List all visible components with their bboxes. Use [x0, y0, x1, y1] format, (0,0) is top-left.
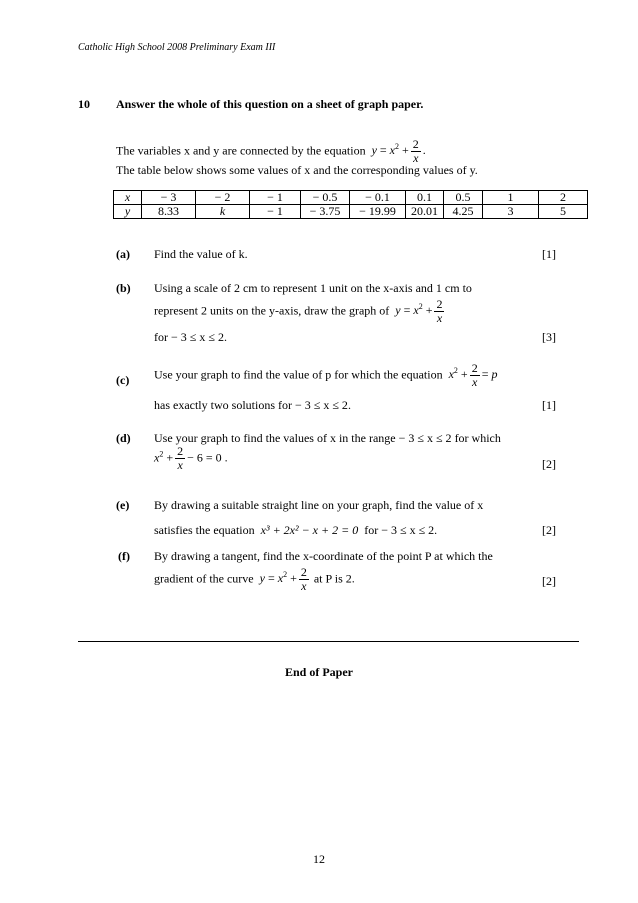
- equation-c: $x^2$ + $\frac{2}{x}$ = p: [448, 361, 498, 389]
- table-row-label: y: [114, 205, 142, 219]
- part-e-line-1: By drawing a suitable straight line on your graph, find the value of x: [154, 498, 484, 512]
- equation-e: x³ + 2x² − x + 2 = 0: [260, 523, 359, 537]
- table-row-x: [114, 191, 588, 205]
- equation-d: $x^2$ + $\frac{2}{x}$ − 6 = 0 .: [154, 444, 228, 472]
- part-a-marks: [1]: [542, 247, 556, 261]
- table-cell: 5: [539, 205, 588, 219]
- part-d-line-1: [154, 431, 501, 446]
- part-b-line-2-text: represent 2 units on the y-axis, draw the graph of: [154, 303, 390, 318]
- table-cell: 20.01: [406, 205, 444, 219]
- part-f-line-2: [154, 566, 355, 593]
- intro-line-2: The table below shows some values of x and the corresponding values of y.: [116, 163, 478, 177]
- part-b-label: (b): [116, 281, 131, 295]
- part-e-line-2-text: satisfies the equation: [154, 523, 255, 537]
- part-e-label: (e): [116, 498, 130, 512]
- part-f-line-2a: gradient of the curve: [154, 571, 254, 586]
- values-table: [113, 190, 588, 219]
- table-cell: − 1: [250, 191, 301, 205]
- table-cell: 1: [483, 191, 539, 205]
- part-f-line-2b: at P is 2.: [313, 571, 355, 586]
- end-of-paper: End of Paper: [284, 665, 353, 679]
- table-row-label: x: [114, 191, 142, 205]
- part-b-range: − 3 ≤ x ≤ 2: [171, 330, 224, 344]
- part-e-range: − 3 ≤ x ≤ 2: [381, 523, 435, 537]
- question-title: Answer the whole of this question on a sheet of graph paper.: [116, 97, 424, 111]
- table-cell: 0.1: [406, 191, 444, 205]
- part-d-line-1-text: Use your graph to find the values of x in the range: [154, 431, 396, 445]
- part-c-line-1: [154, 362, 497, 389]
- table-cell: 0.5: [444, 191, 483, 205]
- part-d-range: − 3 ≤ x ≤ 2: [398, 431, 452, 445]
- part-b-line-3: for − 3 ≤ x ≤ 2.: [154, 330, 227, 344]
- table-cell: − 2: [196, 191, 250, 205]
- table-cell: 4.25: [444, 205, 483, 219]
- part-f-line-1: By drawing a tangent, find the x-coordinate of the point P at which the: [154, 549, 493, 563]
- intro-line-1: [116, 138, 426, 165]
- part-c-label: (c): [116, 373, 130, 387]
- table-cell: − 3.75: [301, 205, 350, 219]
- table-row-y: [114, 205, 588, 219]
- table-cell: k: [196, 205, 250, 219]
- part-c-line-2: has exactly two solutions for − 3 ≤ x ≤ 2.: [154, 398, 351, 412]
- part-a-text: Find the value of k.: [154, 247, 248, 261]
- part-b-line-1: Using a scale of 2 cm to represent 1 unit on the x-axis and 1 cm to: [154, 281, 472, 295]
- table-cell: − 19.99: [350, 205, 406, 219]
- table-cell: − 0.5: [301, 191, 350, 205]
- part-e-line-2: satisfies the equation x³ + 2x² − x + 2 = 0 for − 3 ≤ x ≤ 2.: [154, 523, 438, 537]
- equation-main: $y = x^2$ + $\frac{2}{x}$ .: [371, 137, 426, 165]
- table-cell: 8.33: [142, 205, 196, 219]
- part-b-line-2: [154, 298, 446, 325]
- page-header: Catholic High School 2008 Preliminary Exam III: [78, 42, 276, 53]
- table-cell: − 1: [250, 205, 301, 219]
- table-cell: 3: [483, 205, 539, 219]
- part-e-for: for: [364, 523, 379, 537]
- part-d-marks: [2]: [542, 457, 556, 471]
- equation-f: $y = x^2$ + $\frac{2}{x}$: [259, 565, 307, 593]
- table-cell: − 3: [142, 191, 196, 205]
- question-number: 10: [78, 97, 90, 111]
- part-f-marks: [2]: [542, 574, 556, 588]
- intro-text: The variables x and y are connected by the equation: [116, 143, 366, 158]
- part-c-line-1-text: Use your graph to find the value of p for which the equation: [154, 367, 443, 382]
- part-d-for-which: for which: [454, 431, 501, 445]
- part-a-label: (a): [116, 247, 130, 261]
- equation-curve: $y = x^2$ + $\frac{2}{x}$: [395, 297, 443, 325]
- table-cell: − 0.1: [350, 191, 406, 205]
- part-b-marks: [3]: [542, 330, 556, 344]
- part-c-range: − 3 ≤ x ≤ 2: [294, 398, 348, 412]
- part-c-line-2-text: has exactly two solutions for: [154, 398, 292, 412]
- page-number: 12: [313, 852, 325, 866]
- part-f-label: (f): [118, 549, 130, 563]
- part-e-marks: [2]: [542, 523, 556, 537]
- part-d-label: (d): [116, 431, 131, 445]
- table-cell: 2: [539, 191, 588, 205]
- part-c-marks: [1]: [542, 398, 556, 412]
- divider-line: [78, 641, 579, 642]
- part-b-for: for: [154, 330, 168, 344]
